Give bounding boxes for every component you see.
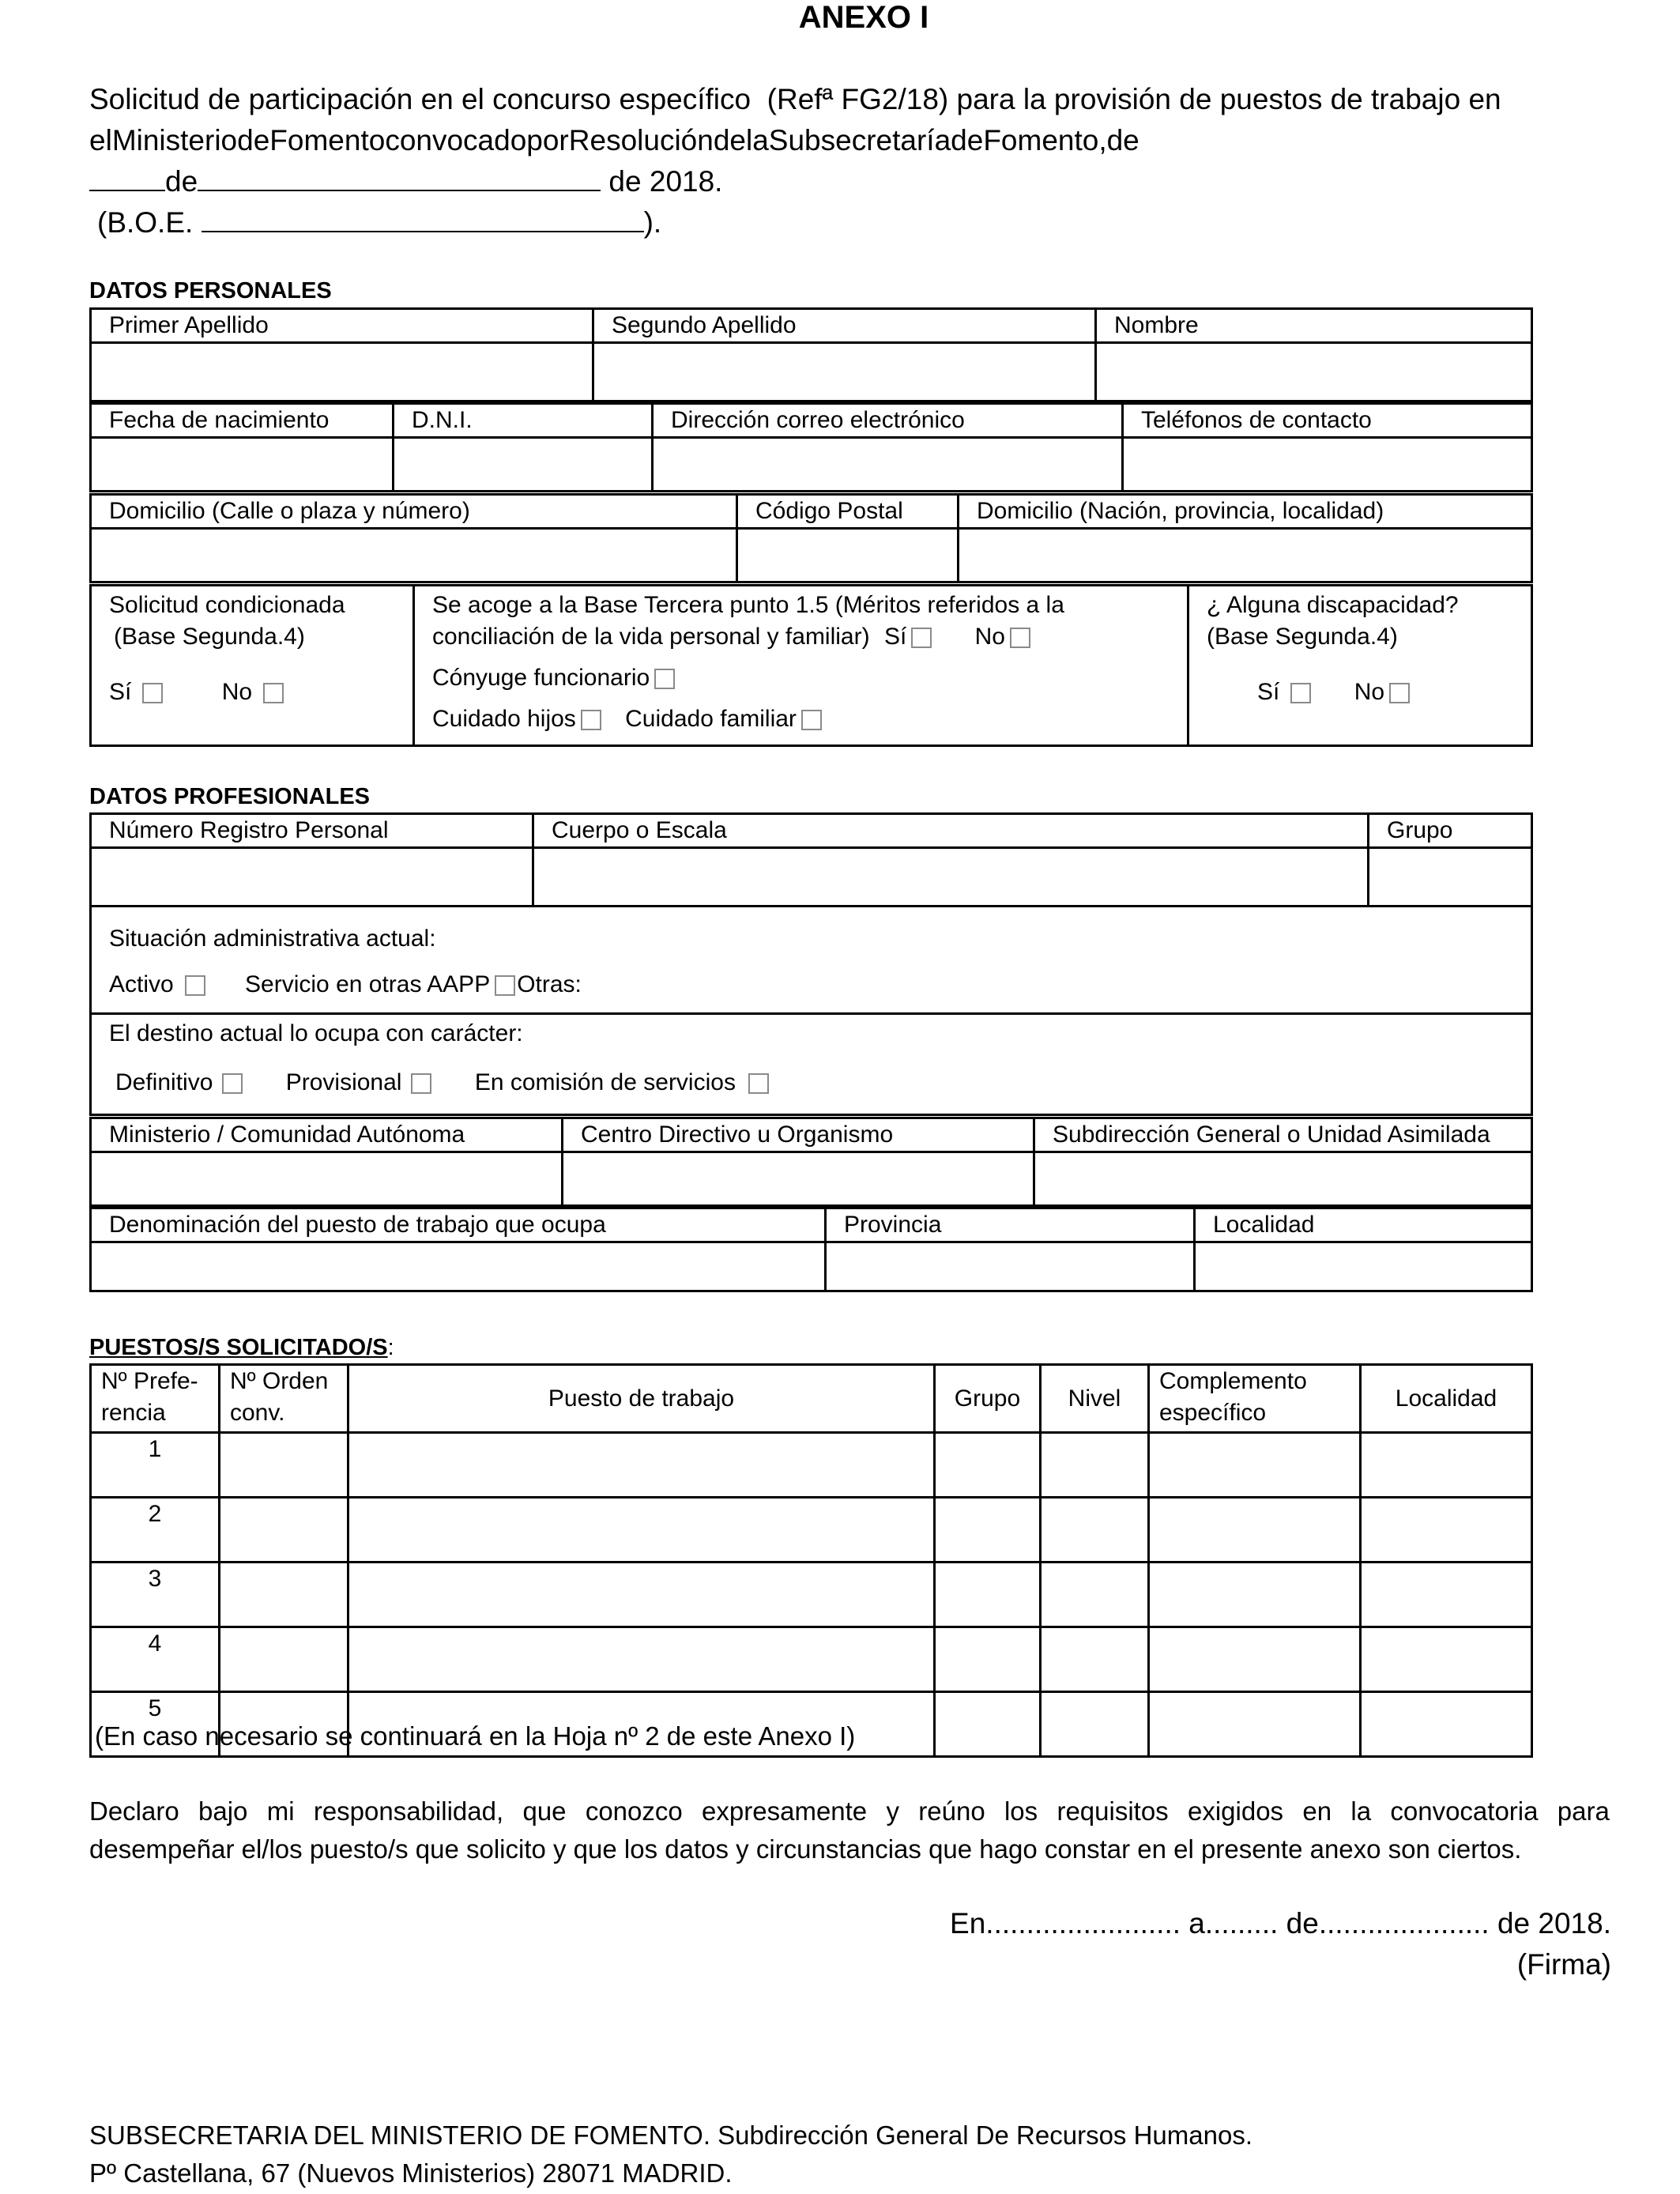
month-blank[interactable]: [198, 163, 601, 191]
nrp-field[interactable]: [91, 848, 533, 907]
base-tercera-si-checkbox[interactable]: [911, 628, 932, 648]
intro-word: el: [89, 124, 112, 156]
declaration-word: requisitos: [1057, 1796, 1169, 1826]
grupo-cell[interactable]: [935, 1563, 1041, 1627]
servicio-otras-aapp-checkbox[interactable]: [495, 975, 515, 996]
domicilio-calle-label: Domicilio (Calle o plaza y número): [91, 495, 737, 529]
declaration-word: para: [1557, 1796, 1610, 1826]
col-nivel-header: Nivel: [1041, 1365, 1149, 1433]
declaration-word: responsabilidad,: [313, 1796, 504, 1826]
segundo-apellido-field[interactable]: [593, 343, 1096, 401]
grupo-cell[interactable]: [935, 1627, 1041, 1692]
declaration-word: y: [886, 1796, 899, 1826]
nivel-cell[interactable]: [1041, 1563, 1149, 1627]
day-blank[interactable]: [89, 163, 165, 191]
nivel-cell[interactable]: [1041, 1498, 1149, 1563]
boe-blank[interactable]: [202, 204, 644, 232]
denominacion-label: Denominación del puesto de trabajo que ocupa: [91, 1208, 826, 1242]
declaration-word: Declaro: [89, 1796, 179, 1826]
datos-personales-table-3: [89, 493, 1533, 583]
grupo-cell[interactable]: [935, 1498, 1041, 1563]
codigo-postal-field[interactable]: [737, 529, 959, 582]
complemento-cell[interactable]: [1149, 1692, 1361, 1757]
localidad-field[interactable]: [1195, 1242, 1532, 1291]
puestos-heading: PUESTOS/S SOLICITADO/S:: [89, 1335, 394, 1360]
intro-word: Subsecretaría: [768, 124, 951, 156]
intro-word: de: [951, 124, 984, 156]
intro-word: la: [745, 124, 769, 156]
complemento-cell[interactable]: [1149, 1433, 1361, 1498]
col-complemento-header: Complemento específico: [1149, 1365, 1361, 1433]
centro-label: Centro Directivo u Organismo: [563, 1118, 1034, 1152]
fecha-nacimiento-field[interactable]: [91, 438, 394, 492]
localidad-cell[interactable]: [1361, 1627, 1532, 1692]
puestos-table: [89, 1363, 1533, 1758]
nivel-cell[interactable]: [1041, 1433, 1149, 1498]
orden-cell[interactable]: [220, 1563, 348, 1627]
conyuge-funcionario-checkbox[interactable]: [654, 669, 675, 689]
cuidado-hijos-checkbox[interactable]: [581, 710, 601, 730]
dni-field[interactable]: [394, 438, 653, 492]
centro-field[interactable]: [563, 1152, 1034, 1206]
declaration-word: convocatoria: [1390, 1796, 1539, 1826]
preferencia-cell: 1: [91, 1433, 220, 1498]
preferencia-cell: 5: [91, 1692, 220, 1757]
nivel-cell[interactable]: [1041, 1627, 1149, 1692]
telefonos-label: Teléfonos de contacto: [1123, 404, 1532, 438]
intro-line-4: (B.O.E. ).: [89, 202, 1526, 243]
grupo-cell[interactable]: [935, 1433, 1041, 1498]
localidad-cell[interactable]: [1361, 1498, 1532, 1563]
subdireccion-field[interactable]: [1034, 1152, 1532, 1206]
intro-word: de: [1106, 124, 1139, 156]
grupo-cell[interactable]: [935, 1692, 1041, 1757]
declaration-word: que: [522, 1796, 567, 1826]
domicilio-nacion-field[interactable]: [959, 529, 1532, 582]
correo-field[interactable]: [653, 438, 1123, 492]
base-tercera-cell: Se acoge a la Base Tercera punto 1.5 (Méritos referidos a la conciliación de la vida personal y familiar) Sí No Cónyuge funcionario Cuidado hijos Cuidado familiar: [414, 586, 1188, 746]
domicilio-calle-field[interactable]: [91, 529, 737, 582]
correo-label: Dirección correo electrónico: [653, 404, 1123, 438]
footer-line-2: Pº Castellana, 67 (Nuevos Ministerios) 28071 MADRID.: [89, 2158, 733, 2188]
grupo-field[interactable]: [1369, 848, 1532, 907]
codigo-postal-label: Código Postal: [737, 495, 959, 529]
activo-checkbox[interactable]: [185, 975, 205, 996]
preferencia-cell: 2: [91, 1498, 220, 1563]
nombre-label: Nombre: [1096, 309, 1532, 343]
intro-word: por: [526, 124, 569, 156]
puesto-cell[interactable]: [348, 1563, 935, 1627]
intro-line-1: Solicitud de participación en el concurso específico (Refª FG2/18) para la provisión de puestos de trabajo en: [89, 83, 1501, 115]
table-row: [91, 1498, 1532, 1563]
primer-apellido-field[interactable]: [91, 343, 593, 401]
ministerio-label: Ministerio / Comunidad Autónoma: [91, 1118, 563, 1152]
intro-word: de: [237, 124, 270, 156]
localidad-cell[interactable]: [1361, 1692, 1532, 1757]
col-preferencia-header: Nº Prefe- rencia: [91, 1365, 220, 1433]
datos-profesionales-table-2: [89, 1117, 1533, 1207]
puesto-cell[interactable]: [348, 1498, 935, 1563]
intro-word: Resolución: [568, 124, 714, 156]
continuation-note: (En caso necesario se continuará en la Hoja nº 2 de este Anexo I): [95, 1721, 856, 1751]
intro-paragraph: [89, 79, 1526, 243]
footer-line-1: SUBSECRETARIA DEL MINISTERIO DE FOMENTO. Subdirección General De Recursos Humanos.: [89, 2120, 1252, 2150]
declaration-word: bajo: [198, 1796, 248, 1826]
complemento-cell[interactable]: [1149, 1563, 1361, 1627]
signature-label: (Firma): [1516, 1948, 1611, 1981]
denominacion-field[interactable]: [91, 1242, 826, 1291]
footer: [89, 2117, 1252, 2192]
localidad-cell[interactable]: [1361, 1433, 1532, 1498]
cuidado-familiar-checkbox[interactable]: [801, 710, 822, 730]
table-row: [91, 1563, 1532, 1627]
puesto-cell[interactable]: [348, 1433, 935, 1498]
declaration-word: reúno: [918, 1796, 985, 1826]
complemento-cell[interactable]: [1149, 1498, 1361, 1563]
cuerpo-label: Cuerpo o Escala: [533, 814, 1369, 848]
col-orden-header: Nº Orden conv.: [220, 1365, 348, 1433]
orden-cell[interactable]: [220, 1498, 348, 1563]
definitivo-checkbox[interactable]: [222, 1073, 243, 1094]
datos-profesionales-table-1: [89, 812, 1533, 1116]
intro-word: Fomento,: [983, 124, 1107, 156]
declaration-word: los: [1004, 1796, 1038, 1826]
intro-word: Ministerio: [111, 124, 238, 156]
page-title: ANEXO I: [798, 0, 929, 35]
datos-personales-heading: DATOS PERSONALES: [89, 278, 332, 303]
primer-apellido-label: Primer Apellido: [91, 309, 593, 343]
subdireccion-label: Subdirección General o Unidad Asimilada: [1034, 1118, 1532, 1152]
complemento-cell[interactable]: [1149, 1627, 1361, 1692]
declaration-word: en: [1302, 1796, 1332, 1826]
datos-personales-table-1: [89, 307, 1533, 402]
col-puesto-header: Puesto de trabajo: [348, 1365, 935, 1433]
fecha-nacimiento-label: Fecha de nacimiento: [91, 404, 394, 438]
preferencia-cell: 4: [91, 1627, 220, 1692]
preferencia-cell: 3: [91, 1563, 220, 1627]
intro-word: convocado: [385, 124, 527, 156]
segundo-apellido-label: Segundo Apellido: [593, 309, 1096, 343]
telefonos-field[interactable]: [1123, 438, 1532, 492]
col-localidad-header: Localidad: [1361, 1365, 1532, 1433]
signature-block: [950, 1903, 1611, 1985]
nombre-field[interactable]: [1096, 343, 1532, 401]
grupo-label: Grupo: [1369, 814, 1532, 848]
solicitud-condicionada-cell: Solicitud condicionada (Base Segunda.4) Sí No: [91, 586, 414, 746]
discapacidad-no-checkbox[interactable]: [1389, 683, 1410, 703]
localidad-cell[interactable]: [1361, 1563, 1532, 1627]
ministerio-field[interactable]: [91, 1152, 563, 1206]
discapacidad-cell: ¿ Alguna discapacidad? (Base Segunda.4) Sí No: [1188, 586, 1532, 746]
declaration-word: la: [1350, 1796, 1372, 1826]
provisional-checkbox[interactable]: [411, 1073, 431, 1094]
destino-actual-cell: El destino actual lo ocupa con carácter: Definitivo Provisional En comisión de servicios: [91, 1014, 1532, 1115]
declaration-line-2: desempeñar el/los puesto/s que solicito y que los datos y circunstancias que hago constar en el presente anexo son ciertos.: [89, 1834, 1522, 1864]
declaration-line-1: [89, 1793, 1610, 1830]
declaration-word: exigidos: [1187, 1796, 1284, 1826]
orden-cell[interactable]: [220, 1433, 348, 1498]
discapacidad-si-checkbox[interactable]: [1290, 683, 1311, 703]
comision-servicios-checkbox[interactable]: [748, 1073, 769, 1094]
table-row: [91, 1433, 1532, 1498]
situacion-administrativa-cell: Situación administrativa actual: Activo Servicio en otras AAPP Otras:: [91, 907, 1532, 1014]
domicilio-nacion-label: Domicilio (Nación, provincia, localidad): [959, 495, 1532, 529]
signature-place-date: En........................ a......... de..................... de 2018.: [950, 1907, 1611, 1940]
declaration: [89, 1793, 1610, 1868]
intro-word: de: [713, 124, 746, 156]
datos-personales-table-2: [89, 402, 1533, 492]
declaration-word: conozco: [585, 1796, 683, 1826]
cuerpo-field[interactable]: [533, 848, 1369, 907]
datos-profesionales-heading: DATOS PROFESIONALES: [89, 784, 371, 809]
solicitud-condicionada-si-checkbox[interactable]: [142, 683, 163, 703]
intro-word: Fomento: [269, 124, 386, 156]
col-grupo-header: Grupo: [935, 1365, 1041, 1433]
datos-profesionales-table-3: [89, 1207, 1533, 1292]
table-row: [91, 1627, 1532, 1692]
localidad-label: Localidad: [1195, 1208, 1532, 1242]
intro-line-2: [89, 120, 1526, 161]
orden-cell[interactable]: [220, 1627, 348, 1692]
datos-personales-table-4: [89, 584, 1533, 747]
provincia-field[interactable]: [826, 1242, 1195, 1291]
nrp-label: Número Registro Personal: [91, 814, 533, 848]
nivel-cell[interactable]: [1041, 1692, 1149, 1757]
base-tercera-no-checkbox[interactable]: [1010, 628, 1030, 648]
solicitud-condicionada-no-checkbox[interactable]: [263, 683, 284, 703]
puesto-cell[interactable]: [348, 1627, 935, 1692]
dni-label: D.N.I.: [394, 404, 653, 438]
declaration-word: mi: [266, 1796, 295, 1826]
declaration-word: expresamente: [702, 1796, 868, 1826]
intro-line-3: de de 2018.: [89, 161, 1526, 202]
provincia-label: Provincia: [826, 1208, 1195, 1242]
